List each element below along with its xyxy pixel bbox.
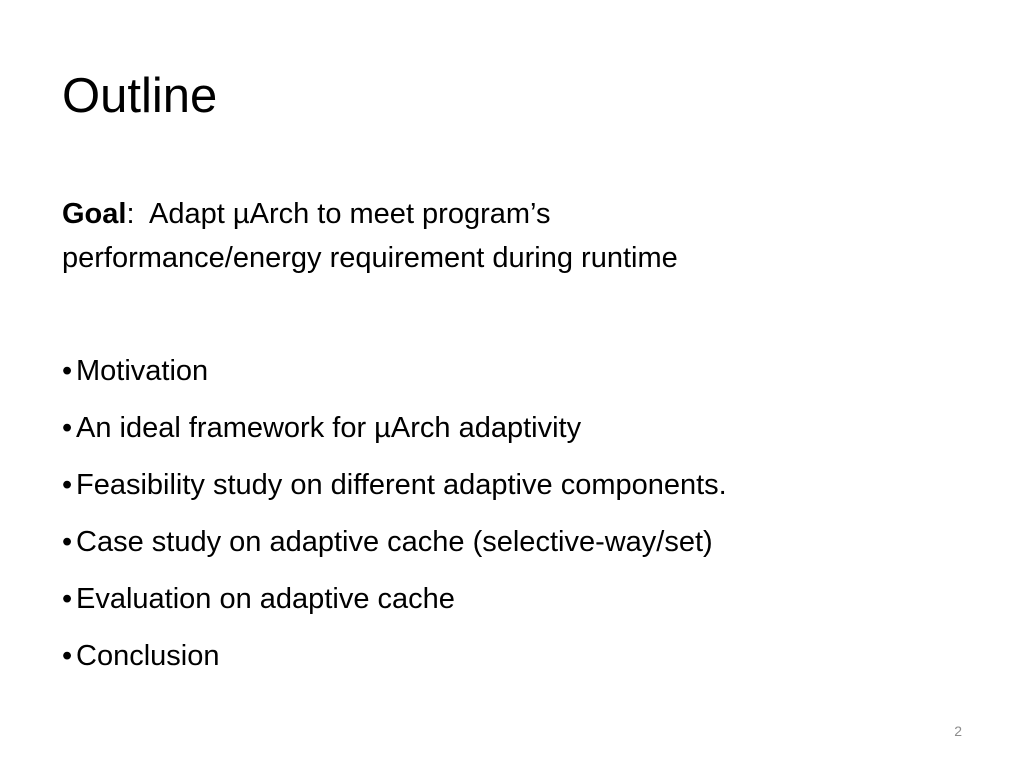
slide-title: Outline: [62, 69, 218, 123]
outline-item: [62, 633, 727, 690]
outline-item: [62, 462, 727, 519]
bullet-icon: •: [62, 469, 73, 501]
outline-item: [62, 348, 727, 405]
goal-label: Goal: [62, 198, 127, 230]
outline-list: [62, 348, 727, 690]
outline-item-label: An ideal framework for µArch adaptivity: [76, 412, 582, 444]
outline-item-label: Evaluation on adaptive cache: [76, 583, 455, 615]
bullet-icon: •: [62, 412, 73, 444]
bullet-icon: •: [62, 526, 73, 558]
outline-item-label: Feasibility study on different adaptive components.: [76, 469, 727, 501]
goal-text-line-1: Adapt µArch to meet program’s: [149, 198, 551, 230]
goal-separator: :: [126, 198, 150, 230]
outline-item-label: Conclusion: [76, 640, 220, 672]
outline-item: [62, 576, 727, 633]
outline-item-label: Case study on adaptive cache (selective-way/set): [76, 526, 713, 558]
bullet-icon: •: [62, 583, 73, 615]
goal-text-line-2: performance/energy requirement during runtime: [62, 242, 678, 274]
slide-number: 2: [954, 723, 962, 739]
goal-statement: [62, 192, 962, 280]
bullet-icon: •: [62, 355, 73, 387]
outline-item-label: Motivation: [76, 355, 209, 387]
bullet-icon: •: [62, 640, 73, 672]
outline-item: [62, 519, 727, 576]
outline-item: [62, 405, 727, 462]
